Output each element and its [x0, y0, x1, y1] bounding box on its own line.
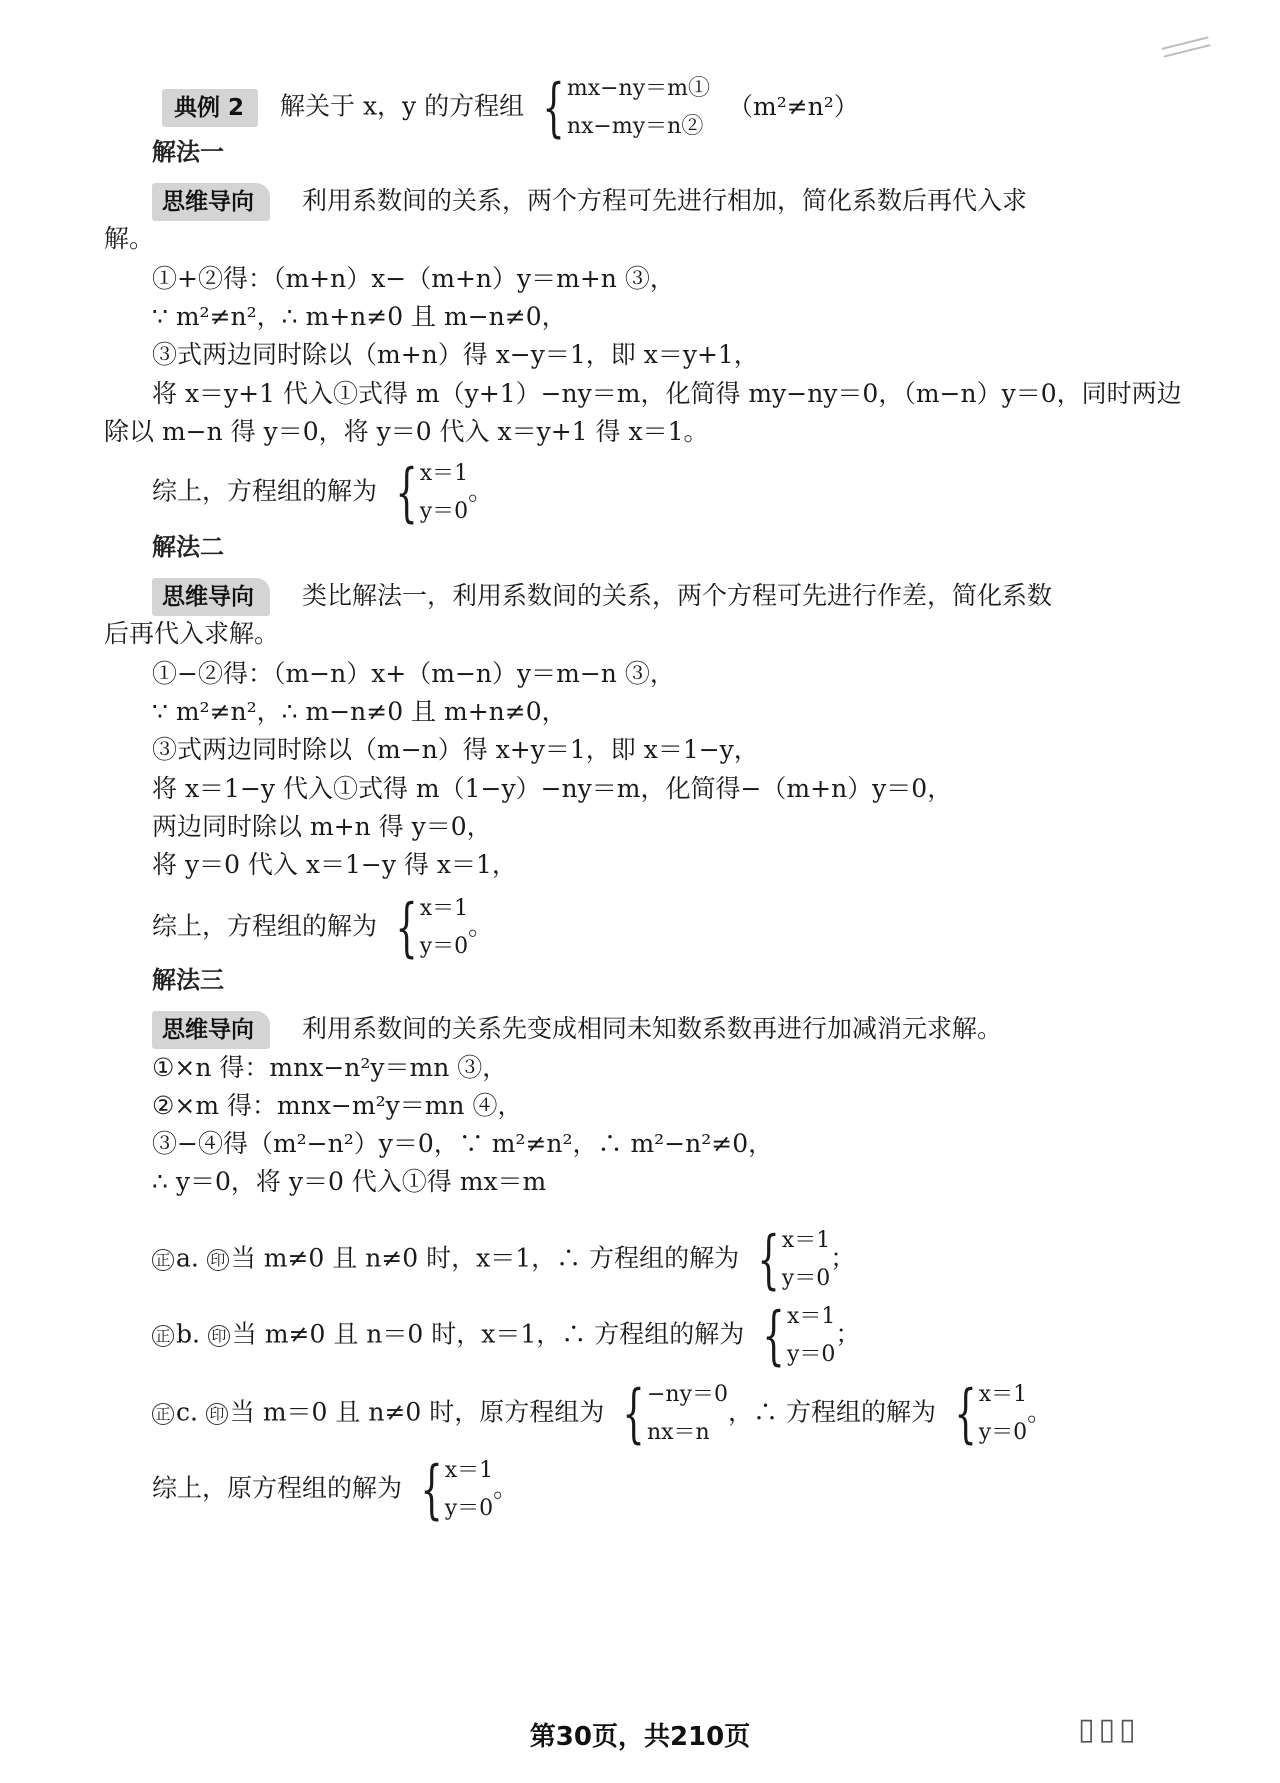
method1-heading: 解法一 — [152, 138, 224, 166]
method1-tip-line1: 利用系数间的关系，两个方程可先进行相加，简化系数后再代入求 — [302, 186, 1028, 215]
method3-tip — [152, 1011, 1002, 1049]
method1-step: ∵ m²≠n²，∴ m+n≠0 且 m−n≠0， — [152, 302, 567, 331]
method2-step: 将 y＝0 代入 x＝1−y 得 x＝1， — [152, 850, 517, 879]
case-end: 。 — [1027, 1397, 1053, 1427]
method2-tip-badge: 思维导向 — [152, 578, 270, 616]
brace-icon: { — [420, 1453, 443, 1527]
case-sol-y: y＝0 — [978, 1420, 1028, 1445]
toolbar-icons[interactable]: ▯▯▯ — [1078, 1712, 1140, 1747]
method3-case-c — [152, 1376, 1052, 1452]
method2-step: 两边同时除以 m+n 得 y＝0， — [152, 812, 492, 841]
yin-stamp-icon: 印 — [206, 1403, 228, 1425]
method2-step: ①−②得：（m−n）x+（m−n）y＝m−n ③， — [152, 659, 675, 688]
corner-decoration — [1162, 36, 1211, 57]
brace-icon: { — [542, 71, 565, 145]
case-label: c. — [176, 1397, 198, 1427]
method1-step: 除以 m−n 得 y＝0，将 y＝0 代入 x＝y+1 得 x＝1。 — [104, 417, 709, 446]
example-header — [162, 70, 859, 146]
brace-icon: { — [395, 456, 418, 530]
case-label: b. — [176, 1319, 200, 1349]
case-sol-x: x＝1 — [786, 1304, 836, 1329]
method2-tip-line1: 类比解法一，利用系数间的关系，两个方程可先进行作差，简化系数 — [302, 581, 1053, 610]
zheng-stamp-icon: 正 — [152, 1325, 174, 1347]
method1-step: 将 x＝y+1 代入①式得 m（y+1）−ny＝m，化简得 my−ny＝0，（m−n）y＝0，同时两边 — [152, 379, 1182, 408]
example-eq2: nx−my＝n② — [566, 114, 704, 139]
zheng-stamp-icon: 正 — [152, 1403, 174, 1425]
method1-conclusion-text: 综上，方程组的解为 — [152, 476, 378, 506]
case-text: 当 m＝0 且 n≠0 时，原方程组为 — [229, 1397, 605, 1427]
case-end: ； — [835, 1319, 861, 1349]
method2-step: ③式两边同时除以（m−n）得 x+y＝1，即 x＝1−y， — [152, 735, 759, 764]
method1-end: 。 — [468, 476, 494, 506]
case-sys-2: nx＝n — [646, 1420, 710, 1445]
method3-sol-y: y＝0 — [444, 1496, 494, 1521]
method3-conclusion — [152, 1452, 518, 1528]
method1-step: ③式两边同时除以（m+n）得 x−y＝1，即 x＝y+1， — [152, 340, 759, 369]
method1-sol-x: x＝1 — [419, 461, 469, 486]
method3-case-b — [152, 1298, 860, 1374]
method1-tip-badge: 思维导向 — [152, 183, 270, 221]
case-mid: ，∴ 方程组的解为 — [728, 1397, 936, 1427]
method3-step: ①×n 得：mnx−n²y＝mn ③， — [152, 1053, 508, 1082]
method3-step: ③−④得（m²−n²）y＝0，∵ m²≠n²，∴ m²−n²≠0， — [152, 1129, 774, 1158]
zheng-stamp-icon: 正 — [152, 1249, 174, 1271]
method2-tip — [152, 578, 1052, 616]
method2-step: ∵ m²≠n²，∴ m−n≠0 且 m+n≠0， — [152, 697, 567, 726]
case-text: 当 m≠0 且 n＝0 时，x＝1，∴ 方程组的解为 — [231, 1319, 745, 1349]
method2-sol-y: y＝0 — [419, 934, 469, 959]
case-sol-x: x＝1 — [781, 1228, 831, 1253]
page-footer: 第30页，共210页 — [529, 1722, 751, 1752]
brace-icon: { — [622, 1377, 645, 1451]
method2-conclusion-text: 综上，方程组的解为 — [152, 911, 378, 941]
method3-tip-line1: 利用系数间的关系先变成相同未知数系数再进行加减消元求解。 — [302, 1014, 1003, 1043]
yin-stamp-icon: 印 — [207, 1249, 229, 1271]
case-sol-x: x＝1 — [978, 1382, 1028, 1407]
method3-step: ②×m 得：mnx−m²y＝mn ④， — [152, 1091, 523, 1120]
brace-icon: { — [954, 1377, 977, 1451]
method1-sol-y: y＝0 — [419, 499, 469, 524]
method3-heading: 解法三 — [152, 966, 224, 994]
example-system — [524, 70, 710, 146]
brace-icon: { — [762, 1299, 785, 1373]
method2-step: 将 x＝1−y 代入①式得 m（1−y）−ny＝m，化简得−（m+n）y＝0， — [152, 774, 953, 803]
example-eq1: mx−ny＝m① — [566, 76, 711, 101]
method3-sol-x: x＝1 — [444, 1458, 494, 1483]
method1-tip — [152, 183, 1027, 221]
method3-tip-badge: 思维导向 — [152, 1011, 270, 1049]
method2-sol-x: x＝1 — [419, 896, 469, 921]
method2-tip-line2: 后再代入求解。 — [104, 619, 280, 648]
example-badge: 典例 2 — [162, 89, 258, 127]
method3-conclusion-text: 综上，原方程组的解为 — [152, 1473, 403, 1503]
method1-step: ①+②得：（m+n）x−（m+n）y＝m+n ③， — [152, 264, 675, 293]
method1-conclusion — [152, 455, 493, 531]
example-condition: （m²≠n²） — [727, 91, 859, 121]
brace-icon: { — [395, 891, 418, 965]
method3-case-a — [152, 1222, 855, 1298]
method3-end: 。 — [493, 1473, 519, 1503]
method2-end: 。 — [468, 911, 494, 941]
case-sys-1: −ny＝0 — [646, 1382, 729, 1407]
brace-icon: { — [757, 1223, 780, 1297]
case-end: ； — [830, 1243, 856, 1273]
case-label: a. — [176, 1243, 199, 1273]
case-sol-y: y＝0 — [781, 1266, 831, 1291]
method1-tip-line2: 解。 — [104, 224, 155, 253]
case-sol-y: y＝0 — [786, 1342, 836, 1367]
case-text: 当 m≠0 且 n≠0 时，x＝1，∴ 方程组的解为 — [230, 1243, 740, 1273]
yin-stamp-icon: 印 — [208, 1325, 230, 1347]
example-question: 解关于 x，y 的方程组 — [280, 91, 525, 121]
method2-conclusion — [152, 890, 493, 966]
method3-step: ∴ y＝0，将 y＝0 代入①得 mx＝m — [152, 1167, 547, 1196]
method2-heading: 解法二 — [152, 533, 224, 561]
